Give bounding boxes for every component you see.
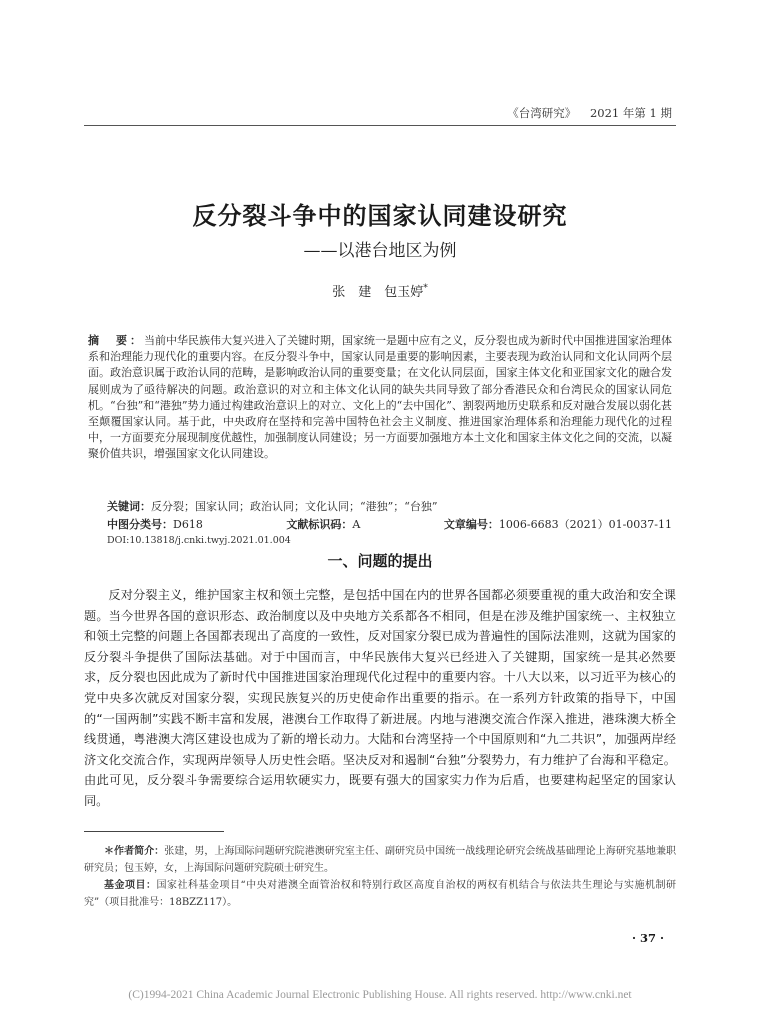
header-divider (84, 125, 676, 126)
abstract-text: 当前中华民族伟大复兴进入了关键时期，国家统一是题中应有之义，反分裂也成为新时代中国推进国家治理体系和治理能力现代化的重要内容。在反分裂斗争中，国家认同是重要的影响因素，主要表现为政治认同和文化认同两个层面。政治意识属于政治认同的范畴，是影响政治认同的重要变量；在文化认同层面，国家主体文化和亚国家文化的融合发展则成为了亟待解决的问题。政治意识的对立和主体文化认同的缺失共同导致了部分香港民众和台湾民众的国家认同危机。“台独”和“港独”势力通过构建政治意识上的对立、文化上的“去中国化”、割裂两地历史联系和反对融合发展以弱化甚至颠覆国家认同。基于此，中央政府在坚持和完善中国特色社会主义制度、推进国家治理体系和治理能力现代化的过程中，一方面要充分展现制度优越性，加强制度认同建设；另一方面要加强地方本土文化和国家主体文化之间的交流，以凝聚价值共识，增强国家文化认同建设。 (88, 334, 672, 461)
page-number: · 37 · (631, 931, 664, 945)
footnote-divider (84, 831, 224, 832)
author-names: 张 建 包玉婷 (332, 285, 424, 300)
journal-issue: 2021 年第 1 期 (589, 106, 672, 120)
author-footnote-mark: * (423, 283, 428, 294)
footnote-fund (84, 878, 676, 911)
article-number (444, 517, 672, 533)
doi: DOI:10.13818/j.cnki.twyj.2021.01.004 (107, 535, 291, 546)
copyright-watermark: (C)1994-2021 China Academic Journal Electronic Publishing House. All rights reserved. http://www.cnki.net (128, 989, 632, 1001)
footnote-author (84, 844, 676, 877)
body-paragraph: 反对分裂主义，维护国家主权和领土完整，是包括中国在内的世界各国都必须要重视的重大政治和安全课题。当今世界各国的意识形态、政治制度以及中央地方关系都各不相同，但是在涉及维护国家统一、主权独立和领土完整的问题上各国都表现出了高度的一致性，反对国家分裂已成为普遍性的国际法准则，这就为国家的反分裂斗争提供了国际法基础。对于中国而言，中华民族伟大复兴已经进入了关键期，国家统一是其必然要求，反分裂也因此成为了新时代中国推进国家治理现代化过程中的重要内容。十八大以来，以习近平为核心的党中央多次就反对国家分裂，实现民族复兴的历史使命作出重要的指示。在一系列方针政策的指导下，中国的“一国两制”实践不断丰富和发展，港澳台工作取得了新进展。内地与港澳交流合作深入推进，港珠澳大桥全线贯通，粤港澳大湾区建设也成为了新的增长动力。大陆和台湾坚持一个中国原则和“九二共识”，加强两岸经济文化交流合作，实现两岸领导人历史性会晤。坚决反对和遏制“台独”分裂势力，有力维护了台海和平稳定。由此可见，反分裂斗争需要综合运用软硬实力，既要有强大的国家实力作为后盾，也要建构起坚定的国家认同。 (84, 588, 676, 808)
clc-label: 中图分类号： (107, 518, 173, 531)
author-list (0, 281, 760, 300)
journal-name: 《台湾研究》 (507, 106, 577, 120)
section-heading: 一、问题的提出 (327, 552, 433, 570)
abstract (88, 333, 672, 463)
paper-subtitle: ——以港台地区为例 (303, 241, 457, 261)
abstract-label: 摘 要： (88, 334, 144, 347)
keywords-line (107, 499, 672, 515)
footnote-author-label: ＊作者简介： (104, 846, 165, 857)
classification-line (107, 517, 672, 533)
doc-value: A (352, 518, 361, 531)
footnote-fund-text: 国家社科基金项目“中央对港澳全面管治权和特别行政区高度自治权的两权有机结合与依法共生理论与实施机制研究”（项目批准号：18BZZ117）。 (84, 880, 676, 908)
keywords-text: 反分裂；国家认同；政治认同；文化认同；“港独”；“台独” (151, 500, 438, 513)
footnote-fund-label: 基金项目： (104, 880, 157, 891)
footnote-author-text: 张建，男，上海国际问题研究院港澳研究室主任、副研究员中国统一战线理论研究会统战基础理论上海研究基地兼职研究员；包玉婷，女，上海国际问题研究院硕士研究生。 (84, 846, 677, 874)
running-header (507, 105, 672, 121)
doc-label: 文献标识码： (286, 518, 353, 531)
keywords-label: 关键词： (107, 500, 151, 513)
article-label: 文章编号： (443, 518, 499, 531)
article-value: 1006-6683（2021）01-0037-11 (498, 518, 672, 531)
paper-title: 反分裂斗争中的国家认同建设研究 (192, 201, 568, 230)
clc-number (107, 517, 203, 533)
document-code (286, 517, 360, 533)
clc-value: D618 (173, 518, 203, 531)
